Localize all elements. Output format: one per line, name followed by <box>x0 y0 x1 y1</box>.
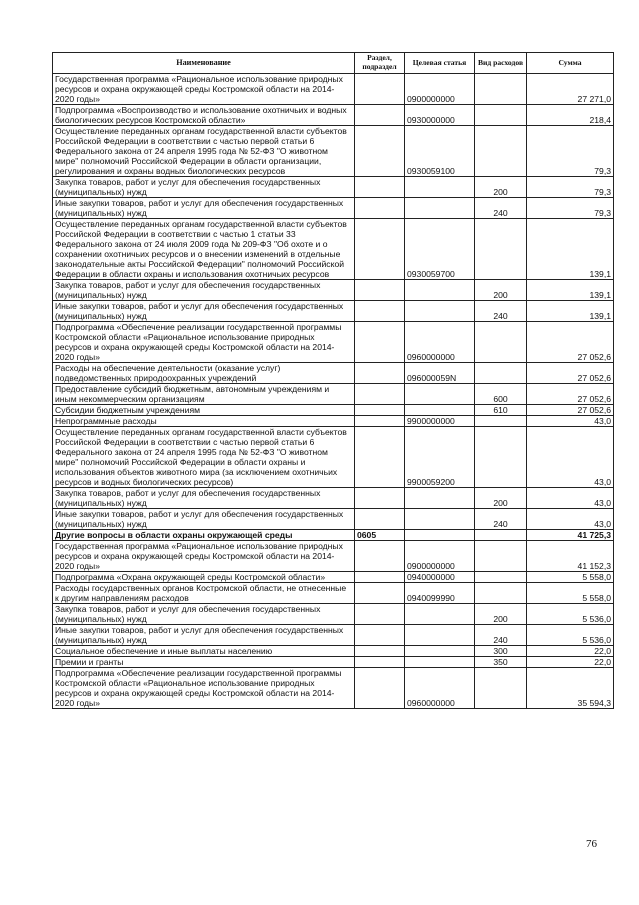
cell-sum: 41 725,3 <box>527 530 614 541</box>
cell-type: 240 <box>475 198 527 219</box>
cell-target <box>405 509 475 530</box>
cell-sum: 5 558,0 <box>527 583 614 604</box>
cell-target <box>405 488 475 509</box>
table-row <box>53 668 614 709</box>
cell-section: 0605 <box>355 530 405 541</box>
cell-name: Подпрограмма «Охрана окружающей среды Костромской области» <box>53 572 355 583</box>
cell-sum: 43,0 <box>527 427 614 488</box>
header-target: Целевая статья <box>405 53 475 74</box>
cell-sum: 43,0 <box>527 488 614 509</box>
table-row <box>53 280 614 301</box>
cell-section <box>355 541 405 572</box>
cell-type <box>475 668 527 709</box>
cell-section <box>355 657 405 668</box>
table-row <box>53 177 614 198</box>
cell-section <box>355 583 405 604</box>
cell-sum: 27 052,6 <box>527 384 614 405</box>
cell-name: Закупка товаров, работ и услуг для обеспечения государственных (муниципальных) нужд <box>53 177 355 198</box>
cell-target: 0930000000 <box>405 105 475 126</box>
cell-section <box>355 384 405 405</box>
table-row <box>53 74 614 105</box>
cell-section <box>355 198 405 219</box>
cell-type <box>475 583 527 604</box>
table-row <box>53 198 614 219</box>
table-row <box>53 646 614 657</box>
cell-target: 096000059N <box>405 363 475 384</box>
cell-target: 0900000000 <box>405 74 475 105</box>
cell-target: 0960000000 <box>405 668 475 709</box>
header-sum: Сумма <box>527 53 614 74</box>
page-number: 76 <box>586 838 597 850</box>
cell-name: Иные закупки товаров, работ и услуг для обеспечения государственных (муниципальных) нужд <box>53 198 355 219</box>
table-row <box>53 416 614 427</box>
table-row <box>53 105 614 126</box>
table-body <box>53 74 614 709</box>
cell-name: Государственная программа «Рациональное использование природных ресурсов и охрана окружающей среды Костромской области на 2014-2020 годы» <box>53 541 355 572</box>
cell-target <box>405 198 475 219</box>
cell-sum: 5 536,0 <box>527 604 614 625</box>
table-row <box>53 541 614 572</box>
table-row <box>53 384 614 405</box>
cell-section <box>355 604 405 625</box>
cell-name: Закупка товаров, работ и услуг для обеспечения государственных (муниципальных) нужд <box>53 280 355 301</box>
cell-section <box>355 74 405 105</box>
cell-sum: 43,0 <box>527 509 614 530</box>
cell-name: Подпрограмма «Обеспечение реализации государственной программы Костромской области «Рациональное использование природных ресурсов и охрана окружающей среды Костромской области на 2014-2020 годы» <box>53 668 355 709</box>
cell-section <box>355 280 405 301</box>
cell-sum: 22,0 <box>527 646 614 657</box>
table-row <box>53 363 614 384</box>
table-header-row <box>53 53 614 74</box>
cell-sum: 35 594,3 <box>527 668 614 709</box>
cell-name: Закупка товаров, работ и услуг для обеспечения государственных (муниципальных) нужд <box>53 488 355 509</box>
cell-type <box>475 541 527 572</box>
cell-sum: 79,3 <box>527 177 614 198</box>
cell-name: Расходы на обеспечение деятельности (оказание услуг) подведомственных природоохранных учреждений <box>53 363 355 384</box>
cell-section <box>355 625 405 646</box>
cell-sum: 22,0 <box>527 657 614 668</box>
cell-section <box>355 363 405 384</box>
cell-sum: 139,1 <box>527 301 614 322</box>
cell-sum: 27 052,6 <box>527 363 614 384</box>
cell-type: 350 <box>475 657 527 668</box>
cell-section <box>355 219 405 280</box>
cell-name: Иные закупки товаров, работ и услуг для обеспечения государственных (муниципальных) нужд <box>53 625 355 646</box>
cell-type: 300 <box>475 646 527 657</box>
cell-type: 240 <box>475 625 527 646</box>
table-row <box>53 322 614 363</box>
cell-section <box>355 668 405 709</box>
cell-name: Предоставление субсидий бюджетным, автономным учреждениям и иным некоммерческим организациям <box>53 384 355 405</box>
cell-target: 0960000000 <box>405 322 475 363</box>
cell-name: Непрограммные расходы <box>53 416 355 427</box>
cell-type: 240 <box>475 509 527 530</box>
cell-type <box>475 416 527 427</box>
table-row <box>53 488 614 509</box>
table-row <box>53 657 614 668</box>
cell-name: Подпрограмма «Обеспечение реализации государственной программы Костромской области «Рациональное использование природных ресурсов и охрана окружающей среды Костромской области на 2014-2020 годы» <box>53 322 355 363</box>
cell-section <box>355 301 405 322</box>
cell-section <box>355 126 405 177</box>
cell-name: Субсидии бюджетным учреждениям <box>53 405 355 416</box>
cell-target: 0930059700 <box>405 219 475 280</box>
cell-name: Социальное обеспечение и иные выплаты населению <box>53 646 355 657</box>
cell-target <box>405 657 475 668</box>
cell-name: Государственная программа «Рациональное использование природных ресурсов и охрана окружающей среды Костромской области на 2014-2020 годы» <box>53 74 355 105</box>
cell-sum: 79,3 <box>527 198 614 219</box>
cell-sum: 27 052,6 <box>527 322 614 363</box>
table-row <box>53 509 614 530</box>
header-name: Наименование <box>53 53 355 74</box>
cell-name: Расходы государственных органов Костромской области, не отнесенные к другим направлениям расходов <box>53 583 355 604</box>
cell-target: 9900059200 <box>405 427 475 488</box>
cell-name: Закупка товаров, работ и услуг для обеспечения государственных (муниципальных) нужд <box>53 604 355 625</box>
header-type: Вид расходов <box>475 53 527 74</box>
cell-type <box>475 363 527 384</box>
cell-sum: 5 558,0 <box>527 572 614 583</box>
cell-sum: 27 271,0 <box>527 74 614 105</box>
cell-section <box>355 322 405 363</box>
cell-name: Осуществление переданных органам государственной власти субъектов Российской Федерации в соответствии с частью первой статьи 6 Федерального закона от 24 апреля 1995 года № 52-ФЗ "О животном мире" полномочий Российской Федерации в области охраны и использования объектов животного мира (за исключением охотничьих ресурсов и водных биологических ресурсов) <box>53 427 355 488</box>
cell-target <box>405 530 475 541</box>
cell-type <box>475 74 527 105</box>
table-row <box>53 219 614 280</box>
table-row <box>53 530 614 541</box>
cell-section <box>355 646 405 657</box>
cell-type: 200 <box>475 604 527 625</box>
cell-target: 0900000000 <box>405 541 475 572</box>
cell-sum: 43,0 <box>527 416 614 427</box>
cell-target <box>405 604 475 625</box>
cell-sum: 139,1 <box>527 219 614 280</box>
cell-target <box>405 280 475 301</box>
cell-type: 610 <box>475 405 527 416</box>
cell-section <box>355 572 405 583</box>
cell-type <box>475 219 527 280</box>
cell-type: 240 <box>475 301 527 322</box>
cell-section <box>355 488 405 509</box>
cell-sum: 41 152,3 <box>527 541 614 572</box>
cell-sum: 27 052,6 <box>527 405 614 416</box>
budget-table <box>52 52 614 709</box>
table-row <box>53 583 614 604</box>
cell-target <box>405 301 475 322</box>
cell-target: 0930059100 <box>405 126 475 177</box>
cell-section <box>355 427 405 488</box>
cell-sum: 139,1 <box>527 280 614 301</box>
cell-name: Другие вопросы в области охраны окружающей среды <box>53 530 355 541</box>
cell-type: 200 <box>475 280 527 301</box>
table-row <box>53 572 614 583</box>
cell-type <box>475 572 527 583</box>
cell-sum: 218,4 <box>527 105 614 126</box>
cell-type: 200 <box>475 488 527 509</box>
cell-section <box>355 105 405 126</box>
cell-section <box>355 405 405 416</box>
table-row <box>53 126 614 177</box>
cell-sum: 5 536,0 <box>527 625 614 646</box>
cell-type <box>475 126 527 177</box>
cell-type: 200 <box>475 177 527 198</box>
cell-name: Подпрограмма «Воспроизводство и использование охотничьих и водных биологических ресурсов Костромской области» <box>53 105 355 126</box>
table-row <box>53 405 614 416</box>
table-row <box>53 427 614 488</box>
cell-name: Осуществление переданных органам государственной власти субъектов Российской Федерации в соответствии с частью первой статьи 6 Федерального закона от 24 апреля 1995 года № 52-ФЗ "О животном мире" полномочий Российской Федерации в области организации, регулирования и охраны водных биологических ресурсов <box>53 126 355 177</box>
cell-target: 9900000000 <box>405 416 475 427</box>
cell-sum: 79,3 <box>527 126 614 177</box>
cell-section <box>355 416 405 427</box>
table-row <box>53 301 614 322</box>
cell-name: Премии и гранты <box>53 657 355 668</box>
cell-target: 0940099990 <box>405 583 475 604</box>
table-row <box>53 604 614 625</box>
cell-target: 0940000000 <box>405 572 475 583</box>
cell-name: Иные закупки товаров, работ и услуг для обеспечения государственных (муниципальных) нужд <box>53 301 355 322</box>
cell-type <box>475 322 527 363</box>
cell-target <box>405 405 475 416</box>
cell-target <box>405 646 475 657</box>
cell-target <box>405 177 475 198</box>
cell-type <box>475 105 527 126</box>
header-section: Раздел, подраздел <box>355 53 405 74</box>
cell-type: 600 <box>475 384 527 405</box>
table-row <box>53 625 614 646</box>
cell-target <box>405 625 475 646</box>
cell-section <box>355 177 405 198</box>
cell-name: Иные закупки товаров, работ и услуг для обеспечения государственных (муниципальных) нужд <box>53 509 355 530</box>
cell-type <box>475 530 527 541</box>
cell-type <box>475 427 527 488</box>
cell-name: Осуществление переданных органам государственной власти субъектов Российской Федерации в соответствии с частью 1 статьи 33 Федерального закона от 24 июля 2009 года № 209-ФЗ "Об охоте и о сохранении охотничьих ресурсов и о внесении изменений в отдельные законодательные акты Российской Федерации" полномочий Российской Федерации в области охраны и использования охотничьих ресурсов <box>53 219 355 280</box>
cell-target <box>405 384 475 405</box>
cell-section <box>355 509 405 530</box>
